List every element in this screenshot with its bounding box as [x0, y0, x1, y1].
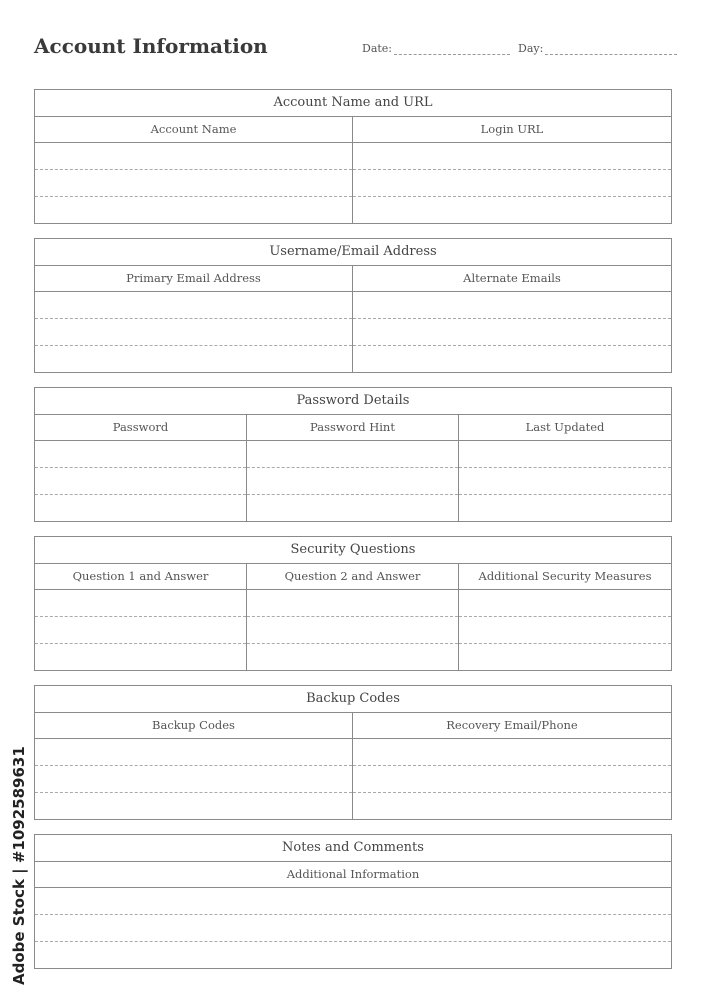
entry-cell[interactable] [35, 346, 352, 372]
column-header: Account Name [35, 117, 352, 143]
section-1 [34, 89, 672, 224]
entry-cell[interactable] [247, 468, 458, 495]
section-title: Password Details [35, 388, 671, 415]
section-2 [34, 238, 672, 373]
section-title: Username/Email Address [35, 239, 671, 266]
section-5 [34, 685, 672, 820]
entry-cell[interactable] [247, 441, 458, 468]
section-title: Backup Codes [35, 686, 671, 713]
column-header: Recovery Email/Phone [353, 713, 671, 739]
section-grid [35, 117, 671, 223]
entry-cell[interactable] [35, 888, 671, 915]
column-header: Additional Security Measures [459, 564, 671, 590]
date-label: Date: [362, 42, 393, 55]
column [35, 713, 353, 819]
section-4 [34, 536, 672, 671]
day-label: Day: [518, 42, 544, 55]
section-title: Notes and Comments [35, 835, 671, 862]
day-line[interactable] [545, 44, 677, 55]
column [459, 415, 671, 521]
date-field[interactable] [362, 42, 510, 55]
entry-cell[interactable] [247, 495, 458, 521]
entry-cell[interactable] [35, 319, 352, 346]
section-6 [34, 834, 672, 969]
entry-cell[interactable] [459, 441, 671, 468]
column-header: Password Hint [247, 415, 458, 441]
entry-cell[interactable] [35, 766, 352, 793]
entry-cell[interactable] [247, 590, 458, 617]
column-header: Question 1 and Answer [35, 564, 246, 590]
column [35, 415, 247, 521]
column [459, 564, 671, 670]
section-grid [35, 415, 671, 521]
entry-cell[interactable] [353, 766, 671, 793]
entry-cell[interactable] [35, 915, 671, 942]
entry-cell[interactable] [35, 292, 352, 319]
date-line[interactable] [394, 44, 510, 55]
entry-cell[interactable] [35, 617, 246, 644]
entry-cell[interactable] [353, 346, 671, 372]
column [35, 564, 247, 670]
entry-cell[interactable] [35, 197, 352, 223]
entry-cell[interactable] [247, 644, 458, 670]
column-header: Last Updated [459, 415, 671, 441]
entry-cell[interactable] [35, 793, 352, 819]
column [247, 415, 459, 521]
day-field[interactable] [518, 42, 677, 55]
section-3 [34, 387, 672, 522]
column-header: Login URL [353, 117, 671, 143]
column-header: Alternate Emails [353, 266, 671, 292]
column [353, 266, 671, 372]
section-title: Security Questions [35, 537, 671, 564]
column [353, 117, 671, 223]
entry-cell[interactable] [353, 143, 671, 170]
entry-cell[interactable] [35, 495, 246, 521]
column [35, 862, 671, 968]
entry-cell[interactable] [35, 468, 246, 495]
entry-cell[interactable] [35, 170, 352, 197]
entry-cell[interactable] [459, 468, 671, 495]
entry-cell[interactable] [353, 319, 671, 346]
page-title: Account Information [34, 34, 268, 58]
entry-cell[interactable] [459, 644, 671, 670]
column [247, 564, 459, 670]
entry-cell[interactable] [35, 739, 352, 766]
entry-cell[interactable] [353, 739, 671, 766]
entry-cell[interactable] [353, 197, 671, 223]
section-grid [35, 862, 671, 968]
entry-cell[interactable] [35, 942, 671, 968]
column [353, 713, 671, 819]
entry-cell[interactable] [35, 590, 246, 617]
entry-cell[interactable] [459, 495, 671, 521]
entry-cell[interactable] [353, 793, 671, 819]
section-grid [35, 564, 671, 670]
entry-cell[interactable] [247, 617, 458, 644]
section-grid [35, 266, 671, 372]
entry-cell[interactable] [35, 143, 352, 170]
column-header: Additional Information [35, 862, 671, 888]
column-header: Primary Email Address [35, 266, 352, 292]
entry-cell[interactable] [459, 590, 671, 617]
entry-cell[interactable] [353, 170, 671, 197]
column-header: Password [35, 415, 246, 441]
entry-cell[interactable] [459, 617, 671, 644]
entry-cell[interactable] [35, 441, 246, 468]
column [35, 117, 353, 223]
section-grid [35, 713, 671, 819]
entry-cell[interactable] [353, 292, 671, 319]
stock-watermark: Adobe Stock | #1092589631 [10, 746, 28, 985]
column [35, 266, 353, 372]
column-header: Question 2 and Answer [247, 564, 458, 590]
column-header: Backup Codes [35, 713, 352, 739]
entry-cell[interactable] [35, 644, 246, 670]
section-title: Account Name and URL [35, 90, 671, 117]
